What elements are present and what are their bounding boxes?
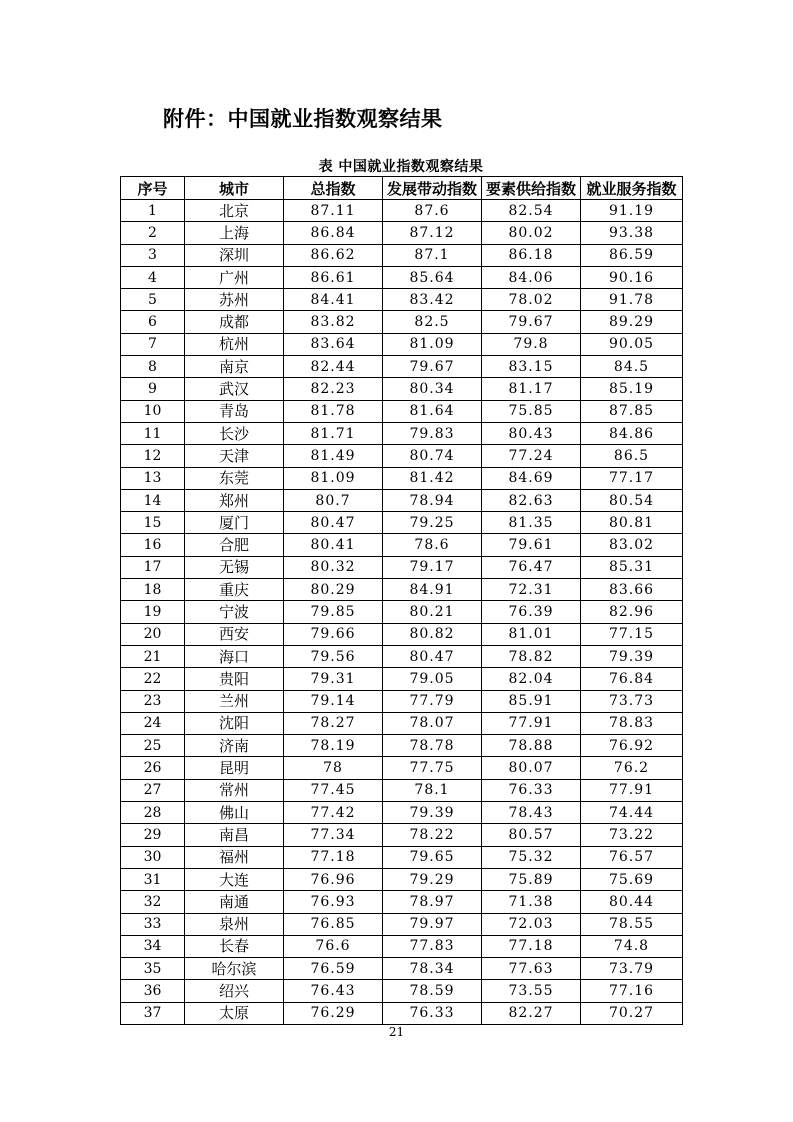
table-row [121, 556, 683, 578]
city-cell: 东莞 [185, 467, 284, 489]
city-cell: 沈阳 [185, 712, 284, 734]
rank-cell: 31 [121, 868, 185, 890]
table-row [121, 445, 683, 467]
city-cell: 西安 [185, 623, 284, 645]
factor-supply-index-cell: 72.03 [482, 913, 581, 935]
total-index-cell: 78 [284, 757, 383, 779]
factor-supply-index-cell: 76.33 [482, 779, 581, 801]
total-index-cell: 79.56 [284, 645, 383, 667]
employment-service-index-cell: 73.73 [581, 690, 683, 712]
development-index-cell: 85.64 [383, 266, 482, 288]
table-row [121, 601, 683, 623]
city-cell: 泉州 [185, 913, 284, 935]
table-row [121, 467, 683, 489]
factor-supply-index-cell: 78.88 [482, 735, 581, 757]
rank-cell: 29 [121, 824, 185, 846]
factor-supply-index-cell: 72.31 [482, 579, 581, 601]
factor-supply-index-cell: 82.27 [482, 1002, 581, 1024]
development-index-cell: 84.91 [383, 579, 482, 601]
rank-cell: 15 [121, 512, 185, 534]
employment-service-index-cell: 78.55 [581, 913, 683, 935]
employment-service-index-cell: 79.39 [581, 645, 683, 667]
development-index-cell: 80.21 [383, 601, 482, 623]
total-index-cell: 87.11 [284, 200, 383, 222]
rank-cell: 20 [121, 623, 185, 645]
table-row [121, 378, 683, 400]
employment-service-index-cell: 83.02 [581, 534, 683, 556]
table-row [121, 512, 683, 534]
factor-supply-index-cell: 80.07 [482, 757, 581, 779]
table-row [121, 356, 683, 378]
city-cell: 苏州 [185, 289, 284, 311]
total-index-cell: 79.66 [284, 623, 383, 645]
factor-supply-index-cell: 75.89 [482, 868, 581, 890]
rank-cell: 26 [121, 757, 185, 779]
table-row [121, 891, 683, 913]
table-row [121, 779, 683, 801]
factor-supply-index-cell: 77.24 [482, 445, 581, 467]
table-row [121, 422, 683, 444]
total-index-cell: 81.78 [284, 400, 383, 422]
development-index-cell: 79.65 [383, 846, 482, 868]
factor-supply-index-cell: 84.69 [482, 467, 581, 489]
total-index-cell: 79.85 [284, 601, 383, 623]
employment-service-index-cell: 75.69 [581, 868, 683, 890]
table-row [121, 958, 683, 980]
total-index-cell: 76.59 [284, 958, 383, 980]
table-row [121, 690, 683, 712]
factor-supply-index-cell: 79.67 [482, 311, 581, 333]
total-index-cell: 79.14 [284, 690, 383, 712]
table-row [121, 668, 683, 690]
table-row [121, 489, 683, 511]
employment-service-index-cell: 80.81 [581, 512, 683, 534]
factor-supply-index-cell: 80.57 [482, 824, 581, 846]
city-cell: 太原 [185, 1002, 284, 1024]
rank-cell: 30 [121, 846, 185, 868]
total-index-cell: 79.31 [284, 668, 383, 690]
column-header-city: 城市 [185, 177, 284, 200]
total-index-cell: 76.96 [284, 868, 383, 890]
column-header-rank: 序号 [121, 177, 185, 200]
city-cell: 重庆 [185, 579, 284, 601]
development-index-cell: 79.83 [383, 422, 482, 444]
factor-supply-index-cell: 76.47 [482, 556, 581, 578]
factor-supply-index-cell: 81.35 [482, 512, 581, 534]
city-cell: 福州 [185, 846, 284, 868]
development-index-cell: 87.1 [383, 244, 482, 266]
city-cell: 大连 [185, 868, 284, 890]
city-cell: 海口 [185, 645, 284, 667]
development-index-cell: 80.34 [383, 378, 482, 400]
factor-supply-index-cell: 73.55 [482, 980, 581, 1002]
rank-cell: 33 [121, 913, 185, 935]
table-row [121, 333, 683, 355]
development-index-cell: 78.59 [383, 980, 482, 1002]
table-row [121, 645, 683, 667]
factor-supply-index-cell: 75.32 [482, 846, 581, 868]
development-index-cell: 79.29 [383, 868, 482, 890]
development-index-cell: 79.97 [383, 913, 482, 935]
total-index-cell: 77.34 [284, 824, 383, 846]
table-caption: 表 中国就业指数观察结果 [318, 159, 484, 175]
rank-cell: 27 [121, 779, 185, 801]
factor-supply-index-cell: 78.02 [482, 289, 581, 311]
city-cell: 郑州 [185, 489, 284, 511]
employment-service-index-cell: 78.83 [581, 712, 683, 734]
factor-supply-index-cell: 77.91 [482, 712, 581, 734]
employment-service-index-cell: 70.27 [581, 1002, 683, 1024]
development-index-cell: 80.47 [383, 645, 482, 667]
employment-service-index-cell: 77.16 [581, 980, 683, 1002]
total-index-cell: 76.85 [284, 913, 383, 935]
city-cell: 贵阳 [185, 668, 284, 690]
rank-cell: 11 [121, 422, 185, 444]
development-index-cell: 78.1 [383, 779, 482, 801]
employment-service-index-cell: 93.38 [581, 222, 683, 244]
employment-service-index-cell: 89.29 [581, 311, 683, 333]
development-index-cell: 77.83 [383, 935, 482, 957]
employment-service-index-cell: 74.8 [581, 935, 683, 957]
rank-cell: 22 [121, 668, 185, 690]
development-index-cell: 77.75 [383, 757, 482, 779]
column-header-factor-supply-index: 要素供给指数 [482, 177, 581, 200]
factor-supply-index-cell: 79.61 [482, 534, 581, 556]
factor-supply-index-cell: 77.63 [482, 958, 581, 980]
city-cell: 北京 [185, 200, 284, 222]
employment-service-index-cell: 85.31 [581, 556, 683, 578]
development-index-cell: 78.6 [383, 534, 482, 556]
table-row [121, 712, 683, 734]
attachment-heading: 附件：中国就业指数观察结果 [163, 107, 443, 131]
city-cell: 济南 [185, 735, 284, 757]
rank-cell: 1 [121, 200, 185, 222]
table-row [121, 802, 683, 824]
rank-cell: 5 [121, 289, 185, 311]
total-index-cell: 76.43 [284, 980, 383, 1002]
city-cell: 深圳 [185, 244, 284, 266]
employment-service-index-cell: 77.17 [581, 467, 683, 489]
factor-supply-index-cell: 82.54 [482, 200, 581, 222]
table-row [121, 868, 683, 890]
total-index-cell: 83.64 [284, 333, 383, 355]
factor-supply-index-cell: 80.43 [482, 422, 581, 444]
employment-service-index-cell: 74.44 [581, 802, 683, 824]
city-cell: 上海 [185, 222, 284, 244]
employment-service-index-cell: 73.79 [581, 958, 683, 980]
development-index-cell: 87.12 [383, 222, 482, 244]
table-row [121, 980, 683, 1002]
rank-cell: 13 [121, 467, 185, 489]
table-row [121, 266, 683, 288]
employment-service-index-cell: 73.22 [581, 824, 683, 846]
factor-supply-index-cell: 75.85 [482, 400, 581, 422]
total-index-cell: 86.84 [284, 222, 383, 244]
total-index-cell: 83.82 [284, 311, 383, 333]
city-cell: 常州 [185, 779, 284, 801]
development-index-cell: 78.22 [383, 824, 482, 846]
employment-service-index-cell: 87.85 [581, 400, 683, 422]
rank-cell: 18 [121, 579, 185, 601]
employment-service-index-cell: 86.5 [581, 445, 683, 467]
factor-supply-index-cell: 79.8 [482, 333, 581, 355]
total-index-cell: 78.19 [284, 735, 383, 757]
table-row [121, 623, 683, 645]
factor-supply-index-cell: 80.02 [482, 222, 581, 244]
rank-cell: 10 [121, 400, 185, 422]
factor-supply-index-cell: 85.91 [482, 690, 581, 712]
factor-supply-index-cell: 78.82 [482, 645, 581, 667]
city-cell: 佛山 [185, 802, 284, 824]
total-index-cell: 81.09 [284, 467, 383, 489]
rank-cell: 8 [121, 356, 185, 378]
total-index-cell: 82.23 [284, 378, 383, 400]
column-header-development-index: 发展带动指数 [383, 177, 482, 200]
development-index-cell: 81.42 [383, 467, 482, 489]
employment-service-index-cell: 83.66 [581, 579, 683, 601]
city-cell: 南京 [185, 356, 284, 378]
development-index-cell: 81.09 [383, 333, 482, 355]
city-cell: 厦门 [185, 512, 284, 534]
city-cell: 南昌 [185, 824, 284, 846]
employment-service-index-cell: 91.78 [581, 289, 683, 311]
city-cell: 合肥 [185, 534, 284, 556]
development-index-cell: 87.6 [383, 200, 482, 222]
rank-cell: 37 [121, 1002, 185, 1024]
development-index-cell: 78.78 [383, 735, 482, 757]
development-index-cell: 78.94 [383, 489, 482, 511]
rank-cell: 14 [121, 489, 185, 511]
city-cell: 哈尔滨 [185, 958, 284, 980]
total-index-cell: 77.45 [284, 779, 383, 801]
table-row [121, 400, 683, 422]
city-cell: 绍兴 [185, 980, 284, 1002]
table-body [121, 200, 683, 1025]
total-index-cell: 76.6 [284, 935, 383, 957]
table-row [121, 913, 683, 935]
table-row [121, 534, 683, 556]
factor-supply-index-cell: 76.39 [482, 601, 581, 623]
employment-service-index-cell: 82.96 [581, 601, 683, 623]
employment-service-index-cell: 76.2 [581, 757, 683, 779]
city-cell: 广州 [185, 266, 284, 288]
table-row [121, 311, 683, 333]
table-row [121, 222, 683, 244]
total-index-cell: 86.61 [284, 266, 383, 288]
rank-cell: 36 [121, 980, 185, 1002]
total-index-cell: 78.27 [284, 712, 383, 734]
development-index-cell: 79.67 [383, 356, 482, 378]
total-index-cell: 76.29 [284, 1002, 383, 1024]
total-index-cell: 80.7 [284, 489, 383, 511]
employment-service-index-cell: 76.92 [581, 735, 683, 757]
development-index-cell: 77.79 [383, 690, 482, 712]
city-cell: 兰州 [185, 690, 284, 712]
factor-supply-index-cell: 81.01 [482, 623, 581, 645]
factor-supply-index-cell: 84.06 [482, 266, 581, 288]
employment-service-index-cell: 76.84 [581, 668, 683, 690]
city-cell: 成都 [185, 311, 284, 333]
city-cell: 宁波 [185, 601, 284, 623]
rank-cell: 17 [121, 556, 185, 578]
rank-cell: 34 [121, 935, 185, 957]
development-index-cell: 79.25 [383, 512, 482, 534]
table-row [121, 935, 683, 957]
table-header-row [121, 177, 683, 200]
development-index-cell: 79.05 [383, 668, 482, 690]
factor-supply-index-cell: 78.43 [482, 802, 581, 824]
table-row [121, 824, 683, 846]
table-row [121, 846, 683, 868]
table-row [121, 579, 683, 601]
development-index-cell: 76.33 [383, 1002, 482, 1024]
employment-index-table [120, 176, 683, 1025]
total-index-cell: 80.47 [284, 512, 383, 534]
total-index-cell: 84.41 [284, 289, 383, 311]
total-index-cell: 86.62 [284, 244, 383, 266]
employment-service-index-cell: 85.19 [581, 378, 683, 400]
development-index-cell: 80.82 [383, 623, 482, 645]
table-row [121, 289, 683, 311]
rank-cell: 12 [121, 445, 185, 467]
table-row [121, 1002, 683, 1024]
rank-cell: 32 [121, 891, 185, 913]
rank-cell: 9 [121, 378, 185, 400]
employment-service-index-cell: 84.5 [581, 356, 683, 378]
total-index-cell: 82.44 [284, 356, 383, 378]
table-row [121, 757, 683, 779]
factor-supply-index-cell: 82.63 [482, 489, 581, 511]
city-cell: 昆明 [185, 757, 284, 779]
development-index-cell: 83.42 [383, 289, 482, 311]
city-cell: 青岛 [185, 400, 284, 422]
table-row [121, 244, 683, 266]
table-row [121, 200, 683, 222]
page-number: 21 [388, 1025, 405, 1039]
factor-supply-index-cell: 71.38 [482, 891, 581, 913]
development-index-cell: 78.07 [383, 712, 482, 734]
rank-cell: 16 [121, 534, 185, 556]
employment-service-index-cell: 80.44 [581, 891, 683, 913]
table-row [121, 735, 683, 757]
total-index-cell: 80.41 [284, 534, 383, 556]
factor-supply-index-cell: 83.15 [482, 356, 581, 378]
total-index-cell: 80.32 [284, 556, 383, 578]
employment-service-index-cell: 90.05 [581, 333, 683, 355]
development-index-cell: 78.34 [383, 958, 482, 980]
column-header-employment-service-index: 就业服务指数 [581, 177, 683, 200]
rank-cell: 2 [121, 222, 185, 244]
city-cell: 武汉 [185, 378, 284, 400]
city-cell: 无锡 [185, 556, 284, 578]
development-index-cell: 82.5 [383, 311, 482, 333]
rank-cell: 28 [121, 802, 185, 824]
rank-cell: 4 [121, 266, 185, 288]
total-index-cell: 81.49 [284, 445, 383, 467]
employment-service-index-cell: 77.91 [581, 779, 683, 801]
employment-service-index-cell: 77.15 [581, 623, 683, 645]
total-index-cell: 80.29 [284, 579, 383, 601]
city-cell: 杭州 [185, 333, 284, 355]
employment-service-index-cell: 91.19 [581, 200, 683, 222]
development-index-cell: 79.39 [383, 802, 482, 824]
rank-cell: 7 [121, 333, 185, 355]
rank-cell: 3 [121, 244, 185, 266]
development-index-cell: 81.64 [383, 400, 482, 422]
employment-service-index-cell: 76.57 [581, 846, 683, 868]
development-index-cell: 78.97 [383, 891, 482, 913]
rank-cell: 25 [121, 735, 185, 757]
rank-cell: 6 [121, 311, 185, 333]
employment-service-index-cell: 90.16 [581, 266, 683, 288]
rank-cell: 23 [121, 690, 185, 712]
employment-service-index-cell: 80.54 [581, 489, 683, 511]
total-index-cell: 81.71 [284, 422, 383, 444]
total-index-cell: 76.93 [284, 891, 383, 913]
city-cell: 南通 [185, 891, 284, 913]
rank-cell: 21 [121, 645, 185, 667]
factor-supply-index-cell: 86.18 [482, 244, 581, 266]
city-cell: 天津 [185, 445, 284, 467]
factor-supply-index-cell: 82.04 [482, 668, 581, 690]
development-index-cell: 80.74 [383, 445, 482, 467]
rank-cell: 24 [121, 712, 185, 734]
factor-supply-index-cell: 81.17 [482, 378, 581, 400]
city-cell: 长春 [185, 935, 284, 957]
development-index-cell: 79.17 [383, 556, 482, 578]
employment-service-index-cell: 84.86 [581, 422, 683, 444]
factor-supply-index-cell: 77.18 [482, 935, 581, 957]
column-header-total-index: 总指数 [284, 177, 383, 200]
city-cell: 长沙 [185, 422, 284, 444]
total-index-cell: 77.18 [284, 846, 383, 868]
rank-cell: 35 [121, 958, 185, 980]
employment-service-index-cell: 86.59 [581, 244, 683, 266]
total-index-cell: 77.42 [284, 802, 383, 824]
rank-cell: 19 [121, 601, 185, 623]
